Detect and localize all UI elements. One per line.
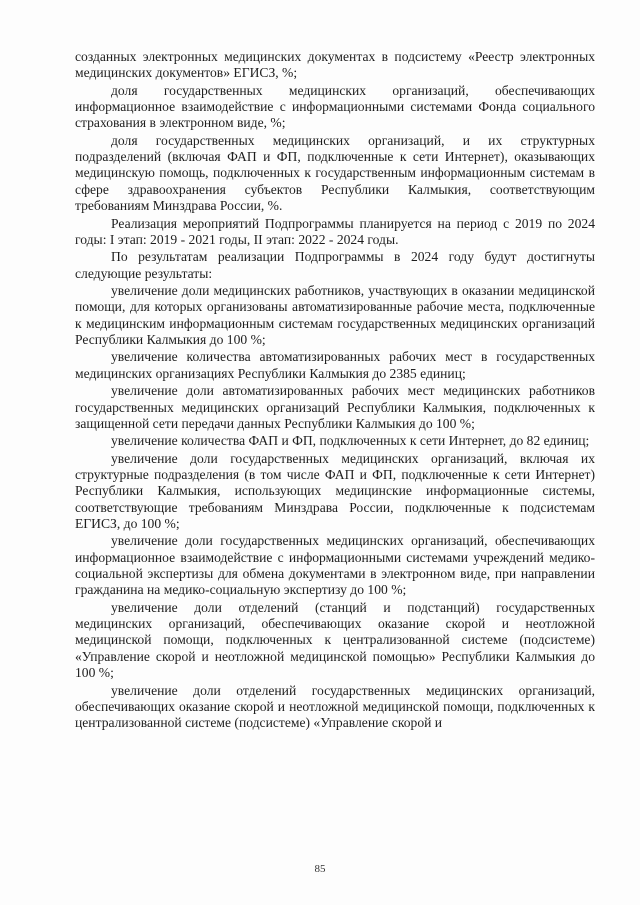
paragraph: По результатам реализации Подпрограммы в 2024 году будут достигнуты следующие результаты: <box>75 249 595 281</box>
paragraph: увеличение количества автоматизированных рабочих мест в государственных медицинских организациях Республики Калмыкия до 2385 единиц; <box>75 349 595 381</box>
paragraph: увеличение доли государственных медицинских организаций, обеспечивающих информационное взаимодействие с информационными системами учреждений медико-социальной экспертизы для обмена документами в электронном виде, при направлении гражданина на медико-социальную экспертизу до 100 %; <box>75 533 595 598</box>
paragraph: увеличение доли отделений (станций и подстанций) государственных медицинских организаций, обеспечивающих оказание скорой и неотложной медицинской помощи, подключенных к централизованной системе (подсистеме) «Управление скорой и неотложной медицинской помощью» Республики Калмыкия до 100 %; <box>75 599 595 681</box>
paragraph: созданных электронных медицинских документах в подсистему «Реестр электронных медицинских документов» ЕГИСЗ, %; <box>75 49 595 81</box>
paragraph: Реализация мероприятий Подпрограммы планируется на период с 2019 по 2024 годы: I этап: 2019 - 2021 годы, II этап: 2022 - 2024 годы. <box>75 215 595 247</box>
paragraph: увеличение количества ФАП и ФП, подключенных к сети Интернет, до 82 единиц; <box>111 433 590 449</box>
paragraph: доля государственных медицинских организаций, и их структурных подразделений (включая ФАП и ФП, подключенные к сети Интернет), оказывающих медицинскую помощь, подключенных к государственным информационным системам в сфере здравоохранения субъектов Республики Калмыкия, соответствующим требованиям Минздрава России, %. <box>75 132 595 214</box>
paragraph: увеличение доли государственных медицинских организаций, включая их структурные подразделения (в том числе ФАП и ФП, подключенные к сети Интернет) Республики Калмыкия, использующих медицинские информационные системы, соответствующие требованиям Минздрава России, подключенные к подсистемам ЕГИСЗ, до 100 %; <box>75 450 595 531</box>
paragraph: увеличение доли отделений государственных медицинских организаций, обеспечивающих оказание скорой и неотложной медицинской помощи, подключенных к централизованной системе (подсистеме) «Управление скорой и <box>75 682 595 731</box>
paragraph: увеличение доли медицинских работников, участвующих в оказании медицинской помощи, для которых организованы автоматизированные рабочие места, подключенные к медицинским информационным системам государственных медицинских организаций Республики Калмыкия до 100 %; <box>75 283 595 347</box>
page-number: 85 <box>314 863 326 875</box>
paragraph: увеличение доли автоматизированных рабочих мест медицинских работников государственных медицинских организаций Республики Калмыкия, подключенных к защищенной сети передачи данных Республики Калмыкия до 100 %; <box>75 383 595 431</box>
paragraph: доля государственных медицинских организаций, обеспечивающих информационное взаимодействие с информационными системами Фонда социального страхования в электронном виде, %; <box>75 82 595 131</box>
body-text <box>75 49 595 733</box>
